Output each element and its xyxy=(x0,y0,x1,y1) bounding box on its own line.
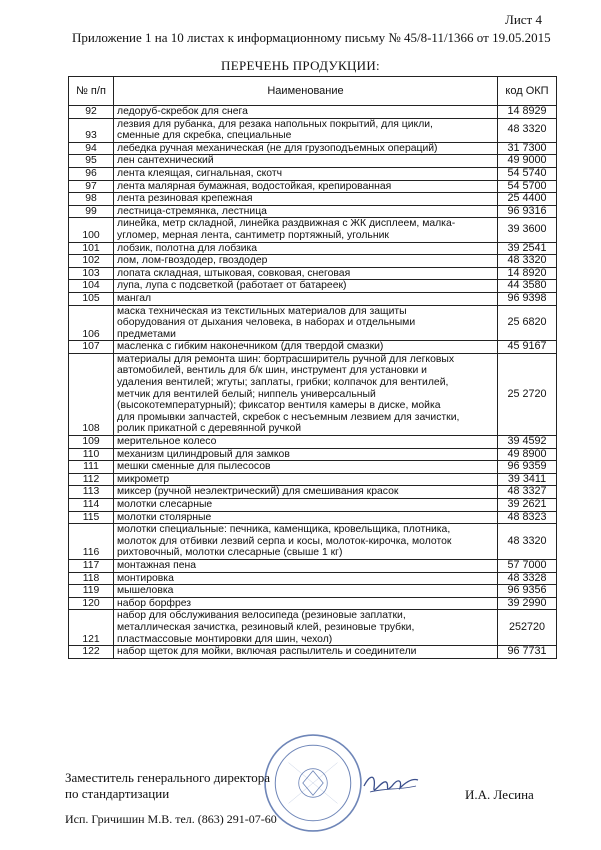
table-row xyxy=(69,610,557,646)
product-name-line: микрометр xyxy=(117,473,170,485)
row-number: 101 xyxy=(69,242,114,255)
table-row xyxy=(69,461,557,474)
product-name xyxy=(114,305,498,341)
table-row xyxy=(69,205,557,218)
product-name-line: набор щеток для мойки, включая распылитель и соединители xyxy=(117,646,417,658)
row-number: 108 xyxy=(69,353,114,435)
signer-name: И.А. Лесина xyxy=(465,787,534,802)
product-name-line: молоток для отбивки лезвий серпа и косы, молоток-кирочка, молоток xyxy=(117,535,452,547)
row-number: 103 xyxy=(69,267,114,280)
product-name-line: лупа, лупа с подсветкой (работает от батареек) xyxy=(117,280,347,292)
product-name xyxy=(114,646,498,659)
product-name-line: метчик для вентилей белый; ниппель универсальный xyxy=(117,388,376,400)
table-row xyxy=(69,155,557,168)
row-number: 102 xyxy=(69,255,114,268)
table-row xyxy=(69,218,557,242)
table-row xyxy=(69,167,557,180)
product-name-line: монтировка xyxy=(117,572,174,584)
table-row xyxy=(69,585,557,598)
row-number: 117 xyxy=(69,559,114,572)
product-name xyxy=(114,559,498,572)
row-number: 113 xyxy=(69,486,114,499)
okp-code: 96 7731 xyxy=(498,646,557,659)
okp-code: 48 8323 xyxy=(498,511,557,524)
deputy-title-line-2: по стандартизации xyxy=(65,786,170,801)
product-name xyxy=(114,597,498,610)
okp-code: 39 2621 xyxy=(498,499,557,512)
list-title: ПЕРЕЧЕНЬ ПРОДУКЦИИ: xyxy=(221,58,380,73)
okp-code: 96 9398 xyxy=(498,292,557,305)
product-name xyxy=(114,436,498,449)
product-name xyxy=(114,499,498,512)
product-name-line: лента резиновая крепежная xyxy=(117,193,253,205)
product-name xyxy=(114,280,498,293)
okp-code: 48 3320 xyxy=(498,118,557,142)
executor-contact: Исп. Гричишин М.В. тел. (863) 291-07-60 xyxy=(65,812,277,826)
row-number: 118 xyxy=(69,572,114,585)
product-name-line: мерительное колесо xyxy=(117,436,217,448)
product-name xyxy=(114,205,498,218)
row-number: 97 xyxy=(69,180,114,193)
product-table xyxy=(68,76,557,659)
table-row xyxy=(69,499,557,512)
table-row xyxy=(69,305,557,341)
product-name xyxy=(114,193,498,206)
product-name xyxy=(114,218,498,242)
okp-code: 48 3328 xyxy=(498,572,557,585)
table-row xyxy=(69,572,557,585)
product-name xyxy=(114,473,498,486)
product-name-line: пластмассовые монтировки для шин, чехол) xyxy=(117,633,333,645)
okp-code: 54 5700 xyxy=(498,180,557,193)
product-name-line: молотки слесарные xyxy=(117,499,213,510)
okp-code: 48 3320 xyxy=(498,524,557,560)
row-number: 122 xyxy=(69,646,114,659)
table-row xyxy=(69,267,557,280)
row-number: 95 xyxy=(69,155,114,168)
okp-code: 48 3327 xyxy=(498,486,557,499)
row-number: 112 xyxy=(69,473,114,486)
product-name-line: оборудования от дыхания человека, в наборах и отдельными xyxy=(117,317,416,329)
product-name-line: лен сантехнический xyxy=(117,155,214,167)
row-number: 119 xyxy=(69,585,114,598)
okp-code: 96 9316 xyxy=(498,205,557,218)
row-number: 94 xyxy=(69,142,114,155)
table-row xyxy=(69,142,557,155)
table-row xyxy=(69,292,557,305)
column-header-code: код ОКП xyxy=(498,77,557,106)
product-name-line: удаления вентилей; жгуты; заплаты, грибки; колпачок для вентилей, xyxy=(117,377,449,389)
product-name-line: молотки столярные xyxy=(117,511,212,523)
okp-code: 25 4400 xyxy=(498,193,557,206)
product-name-line: механизм цилиндровый для замков xyxy=(117,448,290,460)
product-name-line: линейка, метр складной, линейка раздвижная с ЖК дисплеем, малка- xyxy=(117,218,456,230)
row-number: 104 xyxy=(69,280,114,293)
table-row xyxy=(69,118,557,142)
product-name-line: предметами xyxy=(117,328,176,340)
deputy-title-line-1: Заместитель генерального директора xyxy=(65,770,271,785)
table-row xyxy=(69,255,557,268)
product-name-line: угломер, мерная лента, сантиметр портяжный, угольник xyxy=(117,229,389,241)
okp-code: 39 2990 xyxy=(498,597,557,610)
product-name-line: монтажная пена xyxy=(117,559,196,571)
product-name-line: ролик прикатной с деревянной ручкой xyxy=(117,423,302,435)
product-name-line: сменные для скребка, специальные xyxy=(117,130,292,142)
table-row xyxy=(69,524,557,560)
deputy-title xyxy=(65,770,270,802)
table-row xyxy=(69,646,557,659)
product-name-line: рихтовочный, молотки слесарные (свыше 1 кг) xyxy=(117,547,343,559)
row-number: 111 xyxy=(69,461,114,474)
sheet-number: Лист 4 xyxy=(505,12,542,27)
okp-code: 14 8920 xyxy=(498,267,557,280)
product-name xyxy=(114,461,498,474)
product-name-line: материалы для ремонта шин: бортрасширитель ручной для легковых xyxy=(117,353,455,365)
product-name-line: автомобилей, вентиль для б/к шин, инструмент для установки и xyxy=(117,365,427,377)
table-row xyxy=(69,193,557,206)
product-name-line: ледоруб-скребок для снега xyxy=(117,106,248,117)
row-number: 92 xyxy=(69,106,114,119)
okp-code: 39 4592 xyxy=(498,436,557,449)
row-number: 93 xyxy=(69,118,114,142)
table-row xyxy=(69,559,557,572)
table-row xyxy=(69,180,557,193)
okp-code: 252720 xyxy=(498,610,557,646)
annex-caption: Приложение 1 на 10 листах к информационному письму № 45/8-11/1366 от 19.05.2015 xyxy=(72,30,551,45)
product-name-line: миксер (ручной неэлектрический) для смешивания красок xyxy=(117,486,399,498)
product-name-line: лента клеящая, сигнальная, скотч xyxy=(117,167,283,179)
product-name xyxy=(114,142,498,155)
okp-code: 39 2541 xyxy=(498,242,557,255)
row-number: 99 xyxy=(69,205,114,218)
okp-code: 96 9359 xyxy=(498,461,557,474)
okp-code: 31 7300 xyxy=(498,142,557,155)
product-name-line: мешки сменные для пылесосов xyxy=(117,461,271,473)
column-header-number: № п/п xyxy=(69,77,114,106)
row-number: 107 xyxy=(69,341,114,354)
product-name xyxy=(114,155,498,168)
product-name-line: лом, лом-гвоздодер, гвоздодер xyxy=(117,255,268,267)
product-name xyxy=(114,585,498,598)
table-row xyxy=(69,242,557,255)
product-name-line: набор борфрез xyxy=(117,597,192,609)
row-number: 114 xyxy=(69,499,114,512)
table-row xyxy=(69,353,557,435)
product-name xyxy=(114,486,498,499)
product-name-line: лестница-стремянка, лестница xyxy=(117,205,267,217)
row-number: 96 xyxy=(69,167,114,180)
row-number: 115 xyxy=(69,511,114,524)
product-name-line: для промывки запчастей, скребок с несъемным лезвием для зачистки, xyxy=(117,411,460,423)
product-name-line: лента малярная бумажная, водостойкая, крепированная xyxy=(117,180,392,192)
okp-code: 54 5740 xyxy=(498,167,557,180)
product-name xyxy=(114,255,498,268)
row-number: 106 xyxy=(69,305,114,341)
product-name xyxy=(114,572,498,585)
table-row xyxy=(69,486,557,499)
okp-code: 48 3320 xyxy=(498,255,557,268)
row-number: 109 xyxy=(69,436,114,449)
product-name xyxy=(114,610,498,646)
product-name-line: лезвия для рубанка, для резака напольных покрытий, для цикли, xyxy=(117,118,433,130)
okp-code: 14 8929 xyxy=(498,106,557,119)
handwritten-signature xyxy=(360,768,422,798)
okp-code: 39 3411 xyxy=(498,473,557,486)
product-name xyxy=(114,118,498,142)
row-number: 100 xyxy=(69,218,114,242)
table-row xyxy=(69,511,557,524)
product-name xyxy=(114,292,498,305)
product-name-line: лобзик, полотна для лобзика xyxy=(117,242,258,254)
table-row xyxy=(69,280,557,293)
product-name-line: молотки специальные: печника, каменщика, кровельщика, плотника, xyxy=(117,524,451,536)
okp-code: 25 6820 xyxy=(498,305,557,341)
table-row xyxy=(69,436,557,449)
table-row xyxy=(69,597,557,610)
product-name-line: мышеловка xyxy=(117,585,174,597)
table-row xyxy=(69,448,557,461)
product-name xyxy=(114,524,498,560)
okp-code: 49 8900 xyxy=(498,448,557,461)
product-name xyxy=(114,341,498,354)
okp-code: 49 9000 xyxy=(498,155,557,168)
okp-code: 44 3580 xyxy=(498,280,557,293)
round-stamp xyxy=(262,732,364,834)
product-name xyxy=(114,267,498,280)
row-number: 110 xyxy=(69,448,114,461)
okp-code: 57 7000 xyxy=(498,559,557,572)
product-name xyxy=(114,180,498,193)
product-name-line: маска техническая из текстильных материалов для защиты xyxy=(117,305,407,317)
row-number: 98 xyxy=(69,193,114,206)
row-number: 116 xyxy=(69,524,114,560)
product-name xyxy=(114,511,498,524)
product-name-line: металлическая зачистка, резиновый клей, резиновые трубки, xyxy=(117,621,415,633)
okp-code: 39 3600 xyxy=(498,218,557,242)
product-name-line: масленка с гибким наконечником (для твердой смазки) xyxy=(117,341,384,353)
row-number: 120 xyxy=(69,597,114,610)
table-row xyxy=(69,473,557,486)
product-name-line: набор для обслуживания велосипеда (резиновые заплатки, xyxy=(117,610,406,622)
product-name xyxy=(114,353,498,435)
row-number: 105 xyxy=(69,292,114,305)
table-header-row xyxy=(69,77,557,106)
row-number: 121 xyxy=(69,610,114,646)
okp-code: 45 9167 xyxy=(498,341,557,354)
product-name-line: (высокотемпературный); фиксатор вентиля камеры в диске, мойка xyxy=(117,400,441,412)
table-row xyxy=(69,341,557,354)
product-name xyxy=(114,242,498,255)
table-row xyxy=(69,106,557,119)
okp-code: 96 9356 xyxy=(498,585,557,598)
product-name-line: лопата складная, штыковая, совковая, снеговая xyxy=(117,267,351,279)
product-name xyxy=(114,448,498,461)
product-name xyxy=(114,106,498,119)
product-name-line: мангал xyxy=(117,292,152,304)
product-name-line: лебедка ручная механическая (не для грузоподъемных операций) xyxy=(117,142,438,154)
okp-code: 25 2720 xyxy=(498,353,557,435)
product-name xyxy=(114,167,498,180)
column-header-name: Наименование xyxy=(114,77,498,106)
